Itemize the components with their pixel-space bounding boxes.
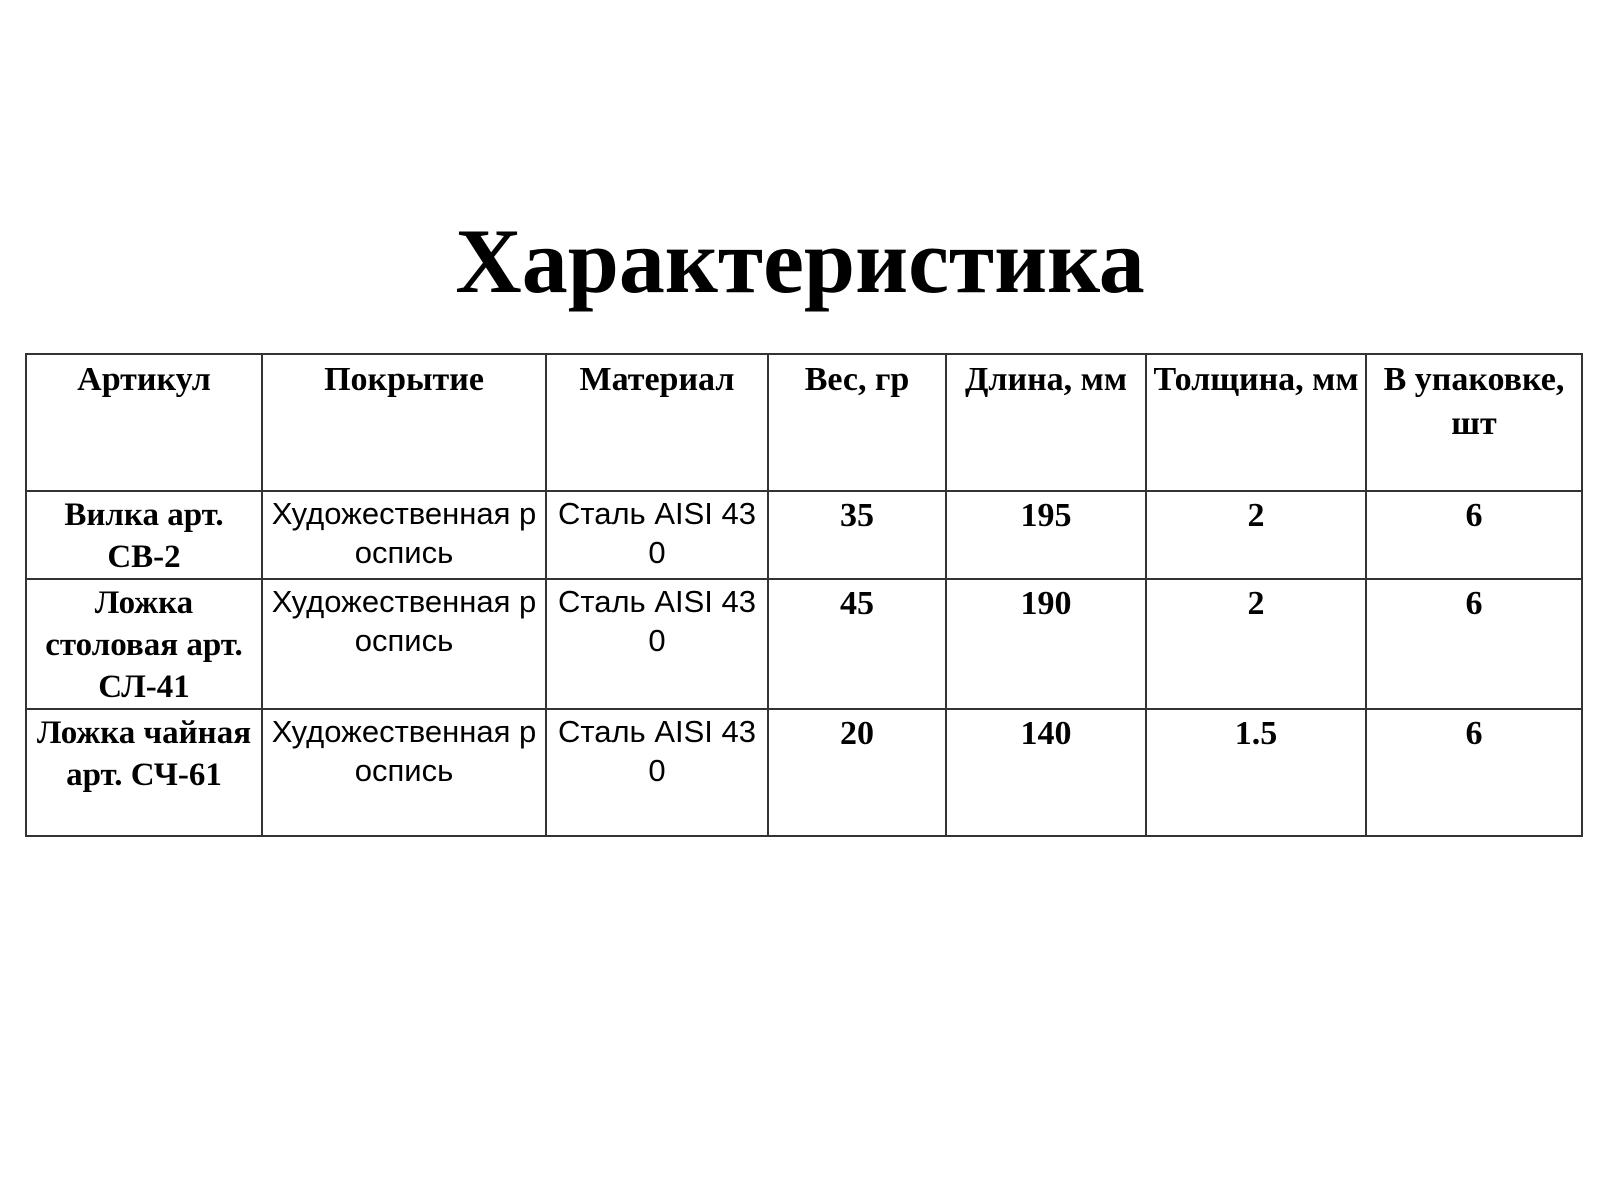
- cell-thickness: 2: [1146, 579, 1366, 709]
- header-pack-quantity: В упаковке, шт: [1366, 354, 1582, 491]
- cell-material: Сталь AISI 430: [546, 491, 768, 579]
- header-coating: Покрытие: [262, 354, 546, 491]
- cell-coating: Художественная роспись: [262, 491, 546, 579]
- table-header-row: [26, 354, 1582, 491]
- cell-material: Сталь AISI 430: [546, 709, 768, 836]
- page-title: Характеристика: [455, 210, 1145, 312]
- cell-weight: 20: [768, 709, 946, 836]
- header-weight: Вес, гр: [768, 354, 946, 491]
- cell-length: 190: [946, 579, 1146, 709]
- table-row: [26, 491, 1582, 579]
- header-length: Длина, мм: [946, 354, 1146, 491]
- cell-length: 140: [946, 709, 1146, 836]
- header-material: Материал: [546, 354, 768, 491]
- header-article: Артикул: [26, 354, 262, 491]
- cell-thickness: 1.5: [1146, 709, 1366, 836]
- table-row: [26, 579, 1582, 709]
- cell-article: Вилка арт. СВ-2: [26, 491, 262, 579]
- cell-material: Сталь AISI 430: [546, 579, 768, 709]
- header-thickness: Толщина, мм: [1146, 354, 1366, 491]
- cell-weight: 45: [768, 579, 946, 709]
- cell-pack-quantity: 6: [1366, 709, 1582, 836]
- specifications-table: [25, 353, 1583, 837]
- cell-coating: Художественная роспись: [262, 709, 546, 836]
- cell-length: 195: [946, 491, 1146, 579]
- cell-article: Ложка чайная арт. СЧ-61: [26, 709, 262, 836]
- cell-pack-quantity: 6: [1366, 491, 1582, 579]
- cell-coating: Художественная роспись: [262, 579, 546, 709]
- cell-article: Ложка столовая арт. СЛ-41: [26, 579, 262, 709]
- cell-weight: 35: [768, 491, 946, 579]
- cell-pack-quantity: 6: [1366, 579, 1582, 709]
- cell-thickness: 2: [1146, 491, 1366, 579]
- table-row: [26, 709, 1582, 836]
